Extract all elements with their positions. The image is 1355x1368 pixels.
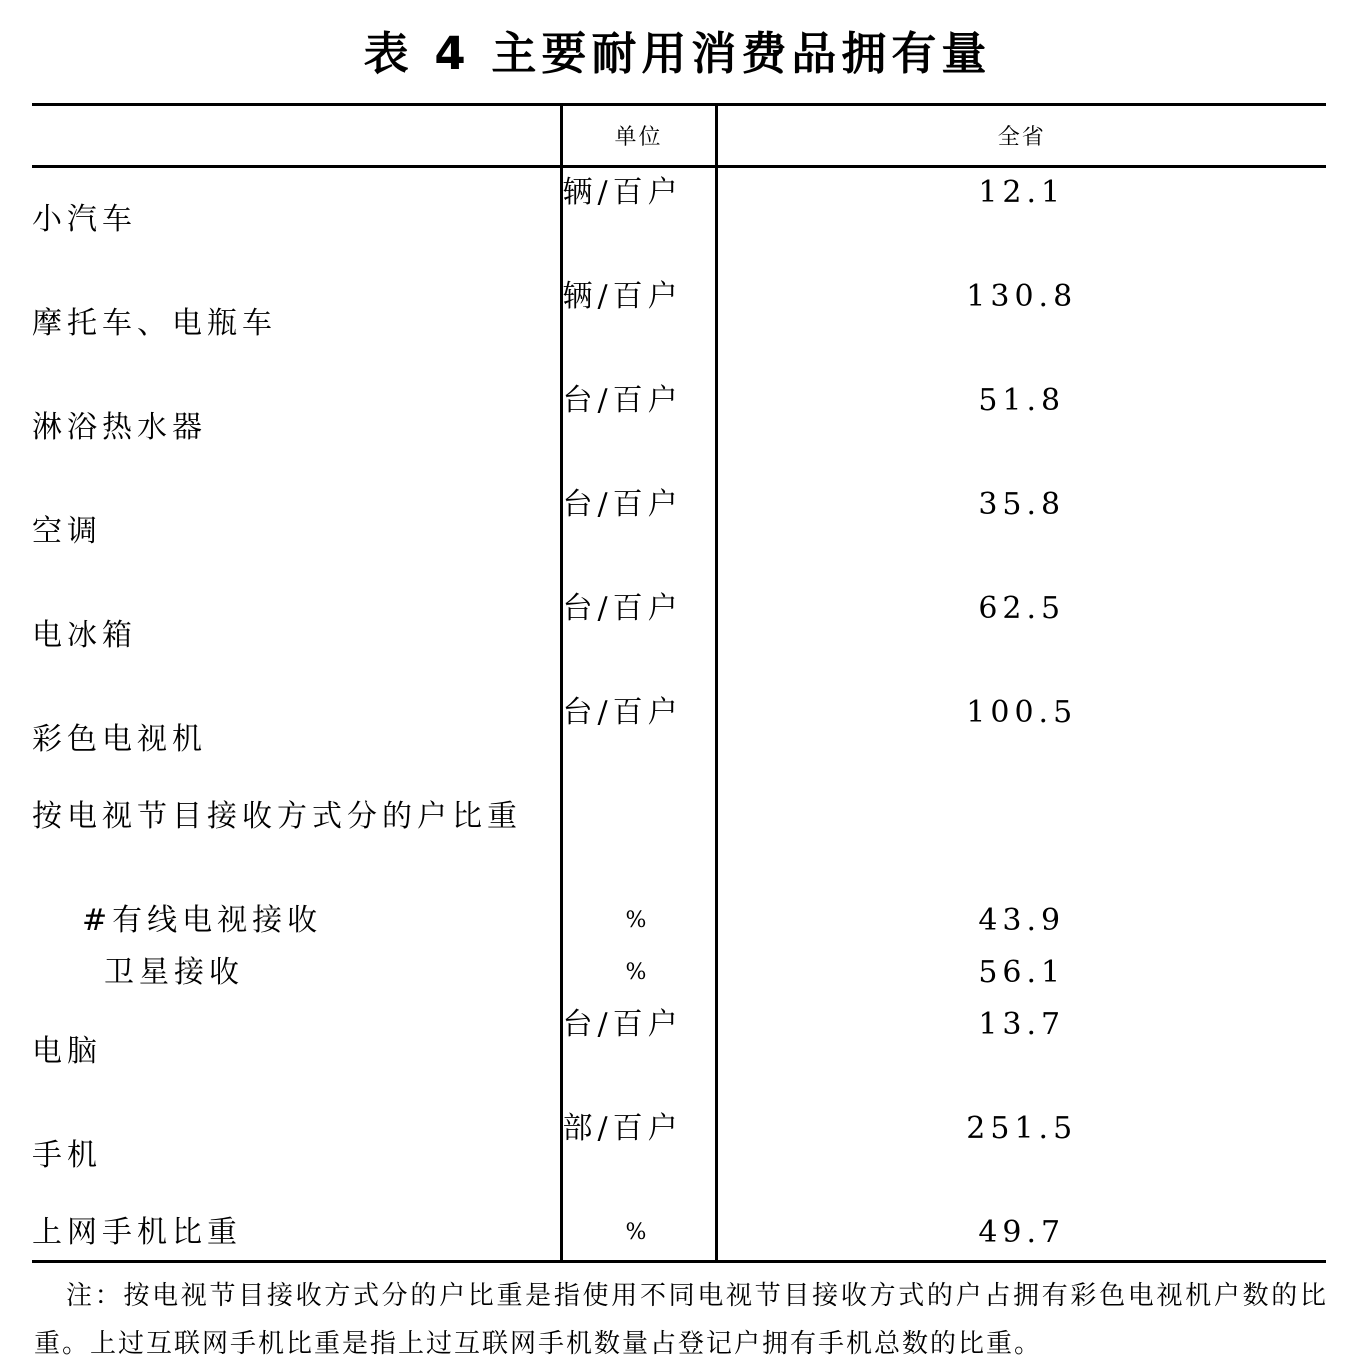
table-note: 注：按电视节目接收方式分的户比重是指使用不同电视节目接收方式的户占拥有彩色电视机户数的比重。上过互联网手机比重是指上过互联网手机数量占登记户拥有手机总数的比重。 <box>34 1281 1328 1359</box>
row-name: 小汽车 <box>32 202 137 237</box>
table-row <box>32 376 1326 480</box>
row-name: 淋浴热水器 <box>32 410 207 445</box>
durable-goods-table <box>32 103 1326 1263</box>
row-unit: 台/百户 <box>561 480 716 584</box>
row-name: 按电视节目接收方式分的户比重 <box>32 799 522 834</box>
row-value: 130.8 <box>966 279 1078 314</box>
table-row <box>32 948 1326 1000</box>
table-row <box>32 584 1326 688</box>
row-unit: 台/百户 <box>561 688 716 792</box>
row-value: 35.8 <box>978 487 1066 522</box>
row-value: 62.5 <box>978 591 1066 626</box>
row-unit: % <box>561 1208 716 1262</box>
row-name: 彩色电视机 <box>32 722 207 757</box>
table-row <box>32 1000 1326 1104</box>
row-value: 49.7 <box>978 1215 1066 1250</box>
row-unit: 部/百户 <box>561 1104 716 1208</box>
row-name: #有线电视接收 <box>82 903 323 938</box>
table-row <box>32 1208 1326 1262</box>
table-title: 表 4 主要耐用消费品拥有量 <box>363 27 992 80</box>
header-row <box>32 105 1326 167</box>
row-value: 12.1 <box>978 175 1066 210</box>
table-row <box>32 688 1326 792</box>
row-unit: 辆/百户 <box>561 272 716 376</box>
row-unit <box>561 792 716 896</box>
table-row <box>32 792 1326 896</box>
row-name: 手机 <box>32 1138 102 1173</box>
table-row <box>32 896 1326 948</box>
table-row <box>32 272 1326 376</box>
header-item <box>32 105 561 167</box>
row-unit: 台/百户 <box>561 1000 716 1104</box>
row-value <box>716 792 1326 896</box>
row-unit: 台/百户 <box>561 584 716 688</box>
row-value: 43.9 <box>978 903 1066 938</box>
row-name: 摩托车、电瓶车 <box>32 306 277 341</box>
table-row <box>32 480 1326 584</box>
row-value: 13.7 <box>978 1007 1066 1042</box>
table-row <box>32 167 1326 273</box>
table-row <box>32 1104 1326 1208</box>
row-value: 100.5 <box>966 695 1078 730</box>
row-value: 51.8 <box>978 383 1066 418</box>
row-unit: 台/百户 <box>561 376 716 480</box>
header-value: 全省 <box>716 105 1326 167</box>
row-unit: % <box>561 948 716 1000</box>
row-name: 电冰箱 <box>32 618 137 653</box>
row-unit: % <box>561 896 716 948</box>
row-name: 空调 <box>32 514 102 549</box>
row-name: 上网手机比重 <box>32 1215 242 1250</box>
row-value: 251.5 <box>966 1111 1078 1146</box>
row-value: 56.1 <box>978 955 1066 990</box>
header-unit: 单位 <box>561 105 716 167</box>
row-unit: 辆/百户 <box>561 167 716 273</box>
row-name: 卫星接收 <box>104 955 244 990</box>
row-name: 电脑 <box>32 1034 102 1069</box>
